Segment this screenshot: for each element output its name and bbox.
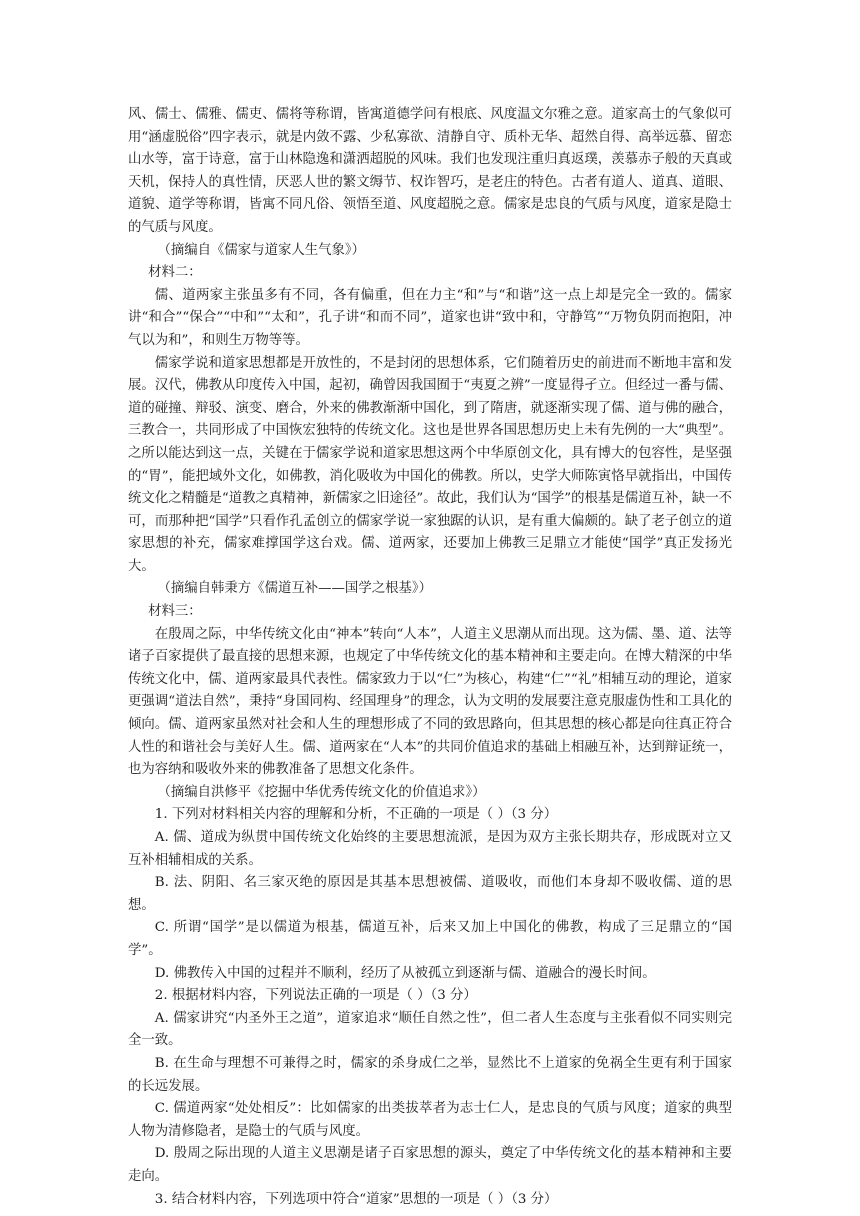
option-1d: D. 佛教传入中国的过程并不顺利，经历了从被孤立到逐渐与儒、道融合的漫长时间。: [154, 965, 656, 981]
paragraph: 风、儒士、儒雅、儒吏、儒将等称谓，皆寓道德学问有根底、风度温文尔雅之意。道家高士的气象似可用“涵虚脱俗”四字表示，就是内敛不露、少私寡欲、清静自守、质朴无华、超然自得、高举远慕、留恋山水等，富于诗意，富于山林隐逸和潇洒超脱的风味。我们也发现注重归真返璞，羡慕赤子般的天真或天机，保持人的真性情，厌恶人世的繁文缛节、权诈智巧，是老庄的特色。古者有道人、道真、道眼、道貌、道学等称谓，皆寓不同凡俗、领悟至道、风度超脱之意。儒家是忠良的气质与风度，道家是隐士的气质与风度。: [128, 107, 732, 235]
option-1c: C. 所谓“国学”是以儒道为根基，儒道互补，后来又加上中国化的佛教，构成了三足鼎立的“国学”。: [128, 920, 732, 958]
option-2d: D. 殷周之际出现的人道主义思潮是诸子百家思想的源头，奠定了中华传统文化的基本精神和主要走向。: [128, 1146, 732, 1184]
source-citation: （摘编自《儒家与道家人生气象》）: [157, 242, 366, 258]
source-citation: （摘编自洪修平《挖掘中华优秀传统文化的价值追求》）: [157, 784, 486, 800]
question-3: 3. 结合材料内容，下列选项中符合“道家”思想的一项是（ ）（3 分）: [154, 1191, 558, 1207]
question-1: 1. 下列对材料相关内容的理解和分析，不正确的一项是（ ）（3 分）: [154, 807, 558, 823]
option-2b: B. 在生命与理想不可兼得之时，儒家的杀身成仁之举，显然比不上道家的免祸全生更有利于国家的长远发展。: [128, 1055, 732, 1094]
question-2: 2. 根据材料内容，下列说法正确的一项是（ ）（3 分）: [154, 988, 477, 1004]
section-heading: 材料三：: [148, 604, 202, 620]
paragraph: 在殷周之际，中华传统文化由“神本”转向“人本”，人道主义思潮从而出现。这为儒、墨、道、法等诸子百家提供了最直接的思想来源，也规定了中华传统文化的基本精神和主要走向。在博大精深的中华传统文化中，儒、道两家最具代表性。儒家致力于以“仁”为核心，构建“仁”“礼”相辅互动的理论，道家更强调“道法自然”，秉持“身国同构、经国理身”的理念，认为文明的发展要注意克服虚伪性和工具化的倾向。儒、道两家虽然对社会和人生的理想形成了不同的致思路向，但其思想的核心都是向往真正符合人性的和谐社会与美好人生。儒、道两家在“人本”的共同价值追求的基础上相融互补，达到辩证统一，也为容纳和吸收外来的佛教准备了思想文化条件。: [128, 626, 732, 778]
option-2a: A. 儒家讲究“内圣外王之道”，道家追求“顺任自然之性”，但二者人生态度与主张看似不同实则完全一致。: [128, 1010, 732, 1049]
document-body: [128, 104, 732, 1211]
paragraph: 儒、道两家主张虽多有不同，各有偏重，但在力主“和”与“和谐”这一点上却是完全一致的。儒家讲“和合”“保合”“中和”“太和”，孔子讲“和而不同”，道家也讲“致中和，守静笃”“万物负阴而抱阳，冲气以为和”，和则生万物等等。: [128, 287, 732, 348]
option-2c: C. 儒道两家“处处相反”：比如儒家的出类拔萃者为志士仁人，是忠良的气质与风度；道家的典型人物为清修隐者，是隐士的气质与风度。: [128, 1101, 732, 1139]
source-citation: （摘编自韩秉方《儒道互补——国学之根基》）: [157, 581, 432, 597]
option-1b: B. 法、阴阳、名三家灭绝的原因是其基本思想被儒、道吸收，而他们本身却不吸收儒、道的思想。: [128, 875, 732, 913]
section-heading: 材料二：: [148, 265, 202, 281]
option-1a: A. 儒、道成为纵贯中国传统文化始终的主要思想流派，是因为双方主张长期共存，形成既对立又互补相辅相成的关系。: [128, 830, 732, 868]
paragraph: 儒家学说和道家思想都是开放性的，不是封闭的思想体系，它们随着历史的前进而不断地丰富和发展。汉代，佛教从印度传入中国，起初，确曾因我国囿于“夷夏之辨”一度显得孑立。但经过一番与儒、道的碰撞、辩驳、演变、磨合，外来的佛教渐渐中国化，到了隋唐，就逐渐实现了儒、道与佛的融合，三教合一，共同形成了中国恢宏独特的传统文化。这也是世界各国思想历史上未有先例的一大“典型”。之所以能达到这一点，关键在于儒家学说和道家思想这两个中华原创文化，具有博大的包容性，是坚强的“胃”，能把域外文化，如佛教，消化吸收为中国化的佛教。所以，史学大师陈寅恪早就指出，中国传统文化之精髓是“道教之真精神，新儒家之旧途径”。故此，我们认为“国学”的根基是儒道互补，缺一不可，而那种把“国学”只看作孔孟创立的儒家学说一家独踞的认识，是有重大偏颇的。缺了老子创立的道家思想的补充，儒家难撑国学这台戏。儒、道两家，还要加上佛教三足鼎立才能使“国学”真正发扬光大。: [128, 355, 732, 574]
